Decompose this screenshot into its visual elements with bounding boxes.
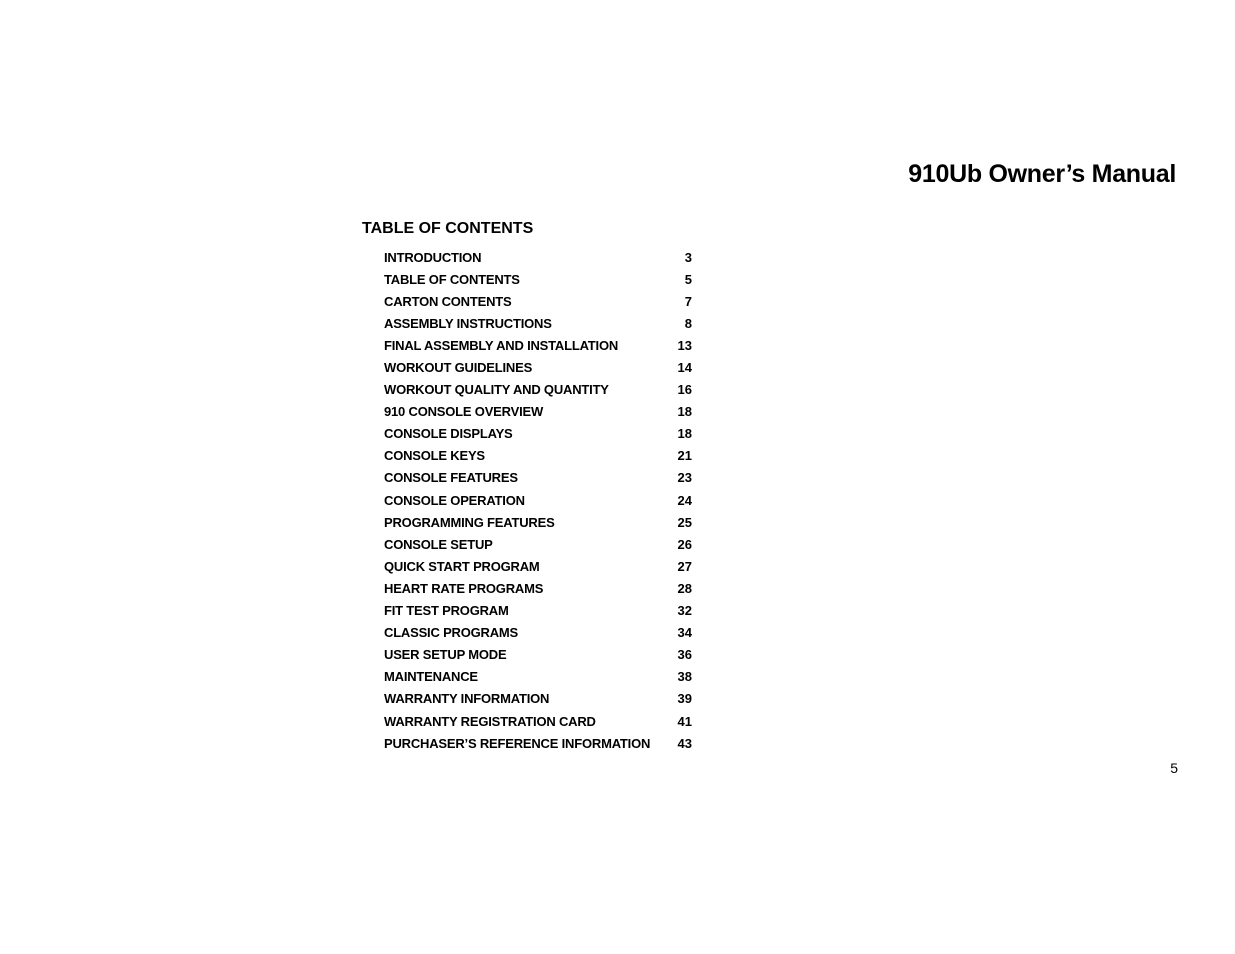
toc-entry-label: INTRODUCTION [384, 249, 482, 265]
toc-entry-label: MAINTENANCE [384, 669, 478, 685]
toc-entry-page: 14 [677, 360, 692, 376]
page-number: 5 [1170, 760, 1178, 776]
toc-entry-label: CARTON CONTENTS [384, 293, 512, 309]
toc-entry-page: 25 [677, 514, 692, 530]
toc-entry-page: 23 [677, 470, 692, 486]
toc-entry-label: QUICK START PROGRAM [384, 558, 540, 574]
toc-entry-label: PROGRAMMING FEATURES [384, 514, 555, 530]
toc-entry-page: 5 [684, 271, 692, 287]
toc-entry-page: 27 [677, 558, 692, 574]
toc-entry-final-assembly [384, 334, 692, 356]
toc-entry-page: 43 [677, 735, 692, 751]
toc-entry-label: FINAL ASSEMBLY AND INSTALLATION [384, 337, 619, 353]
toc-entry-label: HEART RATE PROGRAMS [384, 580, 544, 596]
toc-entry-page: 41 [677, 713, 692, 729]
toc-entry-label: TABLE OF CONTENTS [384, 271, 520, 287]
toc-entry-page: 18 [677, 404, 692, 420]
toc-entry-console-features [384, 467, 692, 489]
toc-entry-label: CONSOLE KEYS [384, 448, 485, 464]
toc-entry-label: CONSOLE FEATURES [384, 470, 518, 486]
toc-entry-label: CONSOLE DISPLAYS [384, 426, 513, 442]
toc-entry-console-setup [384, 533, 692, 555]
toc-entry-page: 32 [677, 603, 692, 619]
toc-entry-label: WARRANTY INFORMATION [384, 691, 550, 707]
toc-entry-classic-programs [384, 622, 692, 644]
toc-entry-purchasers-reference [384, 732, 692, 754]
toc-entry-label: WORKOUT GUIDELINES [384, 360, 533, 376]
toc-entry-warranty-information [384, 688, 692, 710]
toc-entry-user-setup-mode [384, 644, 692, 666]
toc-entry-label: CLASSIC PROGRAMS [384, 625, 519, 641]
toc-entry-label: FIT TEST PROGRAM [384, 603, 509, 619]
toc-entry-console-displays [384, 423, 692, 445]
toc-entry-console-overview [384, 401, 692, 423]
toc-entry-label: ASSEMBLY INSTRUCTIONS [384, 315, 552, 331]
toc-entry-console-keys [384, 445, 692, 467]
toc-entry-page: 3 [684, 249, 692, 265]
toc-entry-page: 36 [677, 647, 692, 663]
toc-entry-maintenance [384, 666, 692, 688]
toc-entry-label: WORKOUT QUALITY AND QUANTITY [384, 382, 609, 398]
toc-entry-page: 13 [677, 337, 692, 353]
toc-entry-label: CONSOLE SETUP [384, 536, 493, 552]
toc-entry-page: 21 [677, 448, 692, 464]
toc-entry-quick-start-program [384, 555, 692, 577]
toc-entry-programming-features [384, 511, 692, 533]
toc-entry-workout-guidelines [384, 356, 692, 378]
toc-entry-page: 24 [677, 492, 692, 508]
manual-title: 910Ub Owner’s Manual [908, 160, 1176, 188]
toc-entry-fit-test-program [384, 600, 692, 622]
toc-list [384, 246, 692, 754]
toc-entry-carton-contents [384, 290, 692, 312]
toc-entry-label: WARRANTY REGISTRATION CARD [384, 713, 596, 729]
toc-entry-assembly-instructions [384, 312, 692, 334]
toc-entry-label: USER SETUP MODE [384, 647, 507, 663]
toc-entry-console-operation [384, 489, 692, 511]
toc-heading: TABLE OF CONTENTS [362, 220, 534, 237]
toc-entry-page: 39 [677, 691, 692, 707]
toc-entry-label: PURCHASER’S REFERENCE INFORMATION [384, 735, 651, 751]
toc-entry-label: 910 CONSOLE OVERVIEW [384, 404, 544, 420]
toc-entry-page: 26 [677, 536, 692, 552]
toc-entry-page: 34 [677, 625, 692, 641]
toc-entry-page: 7 [684, 293, 692, 309]
toc-entry-warranty-registration-card [384, 710, 692, 732]
toc-entry-page: 28 [677, 580, 692, 596]
toc-entry-page: 18 [677, 426, 692, 442]
toc-entry-workout-quality [384, 379, 692, 401]
toc-entry-page: 8 [684, 315, 692, 331]
toc-entry-table-of-contents [384, 268, 692, 290]
toc-entry-introduction [384, 246, 692, 268]
toc-entry-page: 38 [677, 669, 692, 685]
toc-entry-label: CONSOLE OPERATION [384, 492, 525, 508]
toc-entry-page: 16 [677, 382, 692, 398]
toc-entry-heart-rate-programs [384, 577, 692, 599]
